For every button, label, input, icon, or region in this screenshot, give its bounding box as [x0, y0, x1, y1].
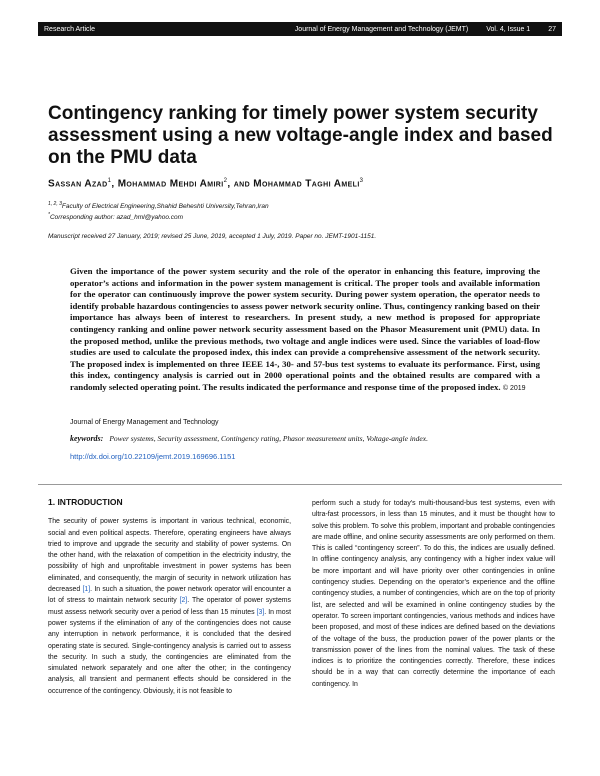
keywords-label: keywords:: [70, 434, 104, 443]
article-type-label: Research Article: [44, 25, 95, 33]
intro-paragraph-continued: perform such a study for today’s multi-thousand-bus test systems, even with ultra-fast processors, in less than 15 minutes, and it must be thought how to solve this problem. To solve this problem, important and probable contingencies are made offline, and online security assessments are only performed on them. This is called “contingency screen”. To do this, the indices are usually defined. In offline contingency analysis, any contingency with a higher index value will be more important and will have priority over other contingencies in online contingency studies. Depending on the operator’s experience and the offline contingency studies, a number of contingencies, which are on the top of priority list, are selected and will be examined in online contingency studies by the operator. To screen important contingencies, various methods and indices have been proposed, and most of these indices are defined based on the deviations of the voltage of the buss, the production power of the power plants or the transmission power of the lines from the nominal values. The task of these indices is to prioritize the contingencies correctly. Therefore, these indices should be in a way that can correctly determine the importance of each contingency. In: [312, 500, 555, 688]
journal-name: Journal of Energy Management and Technology (JEMT): [294, 25, 469, 33]
keywords: [70, 434, 540, 443]
paper-title: Contingency ranking for timely power system security assessment using a new voltage-angle index and based on the PMU data: [48, 103, 553, 168]
right-column: [312, 498, 555, 690]
section-heading: 1. INTRODUCTION: [48, 497, 123, 507]
affiliation-text: Faculty of Electrical Engineering,Shahid Beheshti University,Tehran,Iran: [61, 203, 269, 211]
abstract-text: Given the importance of the power system security and the role of the operator in enhancing this feature, improving the operator’s actions and information in the power system management is critical. The proper tools and available information for the operator can continuously improve the power system security. During power system operation, the operator needs to identify probable hazardous contingencies to assess power network security online. Thus, contingency ranking based on their importance has always been of interest to researchers. In present study, a new method is proposed for appropriate contingency ranking and online power network security assessment based on the Phasor Measurement unit (PMU) data. In the proposed method, unlike the previous methods, two voltage and angle indices were used. Since the variables of load-flow studies are used to calculate the proposed index, this index can provide a comprehensive assessment of the network security. The proposed index is implemented on three IEEE 14-, 30- and 57-bus test systems to evaluate its performance. First, using this index, contingency analysis is carried out in 2000 operational points and the obtained results are compared with a randomly selected operating point. The results indicated the performance and response time of the proposed index.: [70, 266, 540, 392]
citation-link[interactable]: [1]: [82, 586, 91, 594]
corresponding-author: Corresponding author: azad_hml@yahoo.com: [49, 214, 184, 222]
manuscript-history: Manuscript received 27 January, 2019; revised 25 June, 2019, accepted 1 July, 2019. Paper no. JEMT-1901-1151.: [48, 233, 377, 240]
author-affil-mark: 3: [359, 178, 364, 184]
affiliations: $^{1, 2, 3}$Faculty of Electrical Engineering,Shahid Beheshti University,Tehran,Iran *Corresponding author: azad_hml@yahoo.com: [48, 201, 269, 222]
section-divider: [38, 484, 562, 485]
doi-link[interactable]: http://dx.doi.org/10.22109/jemt.2019.169696.1151: [70, 452, 236, 461]
page-number: 27: [548, 25, 556, 33]
author-list: Sassan Azad$^1$, Mohammad Mehdi Amiri$^2$, and Mohammad Taghi Ameli$^3$: [48, 178, 364, 190]
author-name: Mohammad Mehdi Amiri: [117, 178, 224, 190]
author-affil-mark: 1: [107, 178, 112, 184]
citation-link[interactable]: [2]: [179, 597, 188, 605]
copyright: © 2019: [502, 384, 526, 392]
journal-header-bar: [38, 22, 562, 36]
keywords-text: Power systems, Security assessment, Contingency rating, Phasor measurement units, Voltage-angle index.: [109, 434, 428, 443]
left-column: [48, 497, 291, 697]
volume-issue: Vol. 4, Issue 1: [486, 25, 531, 33]
copyright-journal: Journal of Energy Management and Technology: [70, 419, 219, 426]
author-name: Sassan Azad: [48, 178, 108, 190]
citation-link[interactable]: [3]: [256, 608, 265, 616]
abstract: [70, 266, 540, 395]
author-affil-mark: 2: [223, 178, 228, 184]
author-name: Mohammad Taghi Ameli: [253, 178, 360, 190]
intro-paragraph: The security of power systems is important in various technical, economic, social and even political aspects. Therefore, operating engineers have always tried to improve and upgrade the security and stability of power systems. On the other hand, with the relaxation of competition in the electricity industry, the possibility of high and unprofitable investment in power systems has been eliminated, and consequently, the margin of security in network utilization has decreased [1]. In such a situation, the power network operator will encounter a lot of stress to maintain network security [2]. The operator of power systems must assess network security over a period of less than 15 minutes [3]. In most power systems if the elimination of any of the contingencies does not cause any interruption in network performance, it is concluded that the desired operating state is secured. Single-contingency analysis is carried out to assess the security. In such a study, the contingencies are eliminated from the simulated network separately and one after the other; in the contingency analysis, all transient and permanent effects should be considered in the occurrence of the contingency. Obviously, it is not feasible to: [48, 518, 292, 695]
